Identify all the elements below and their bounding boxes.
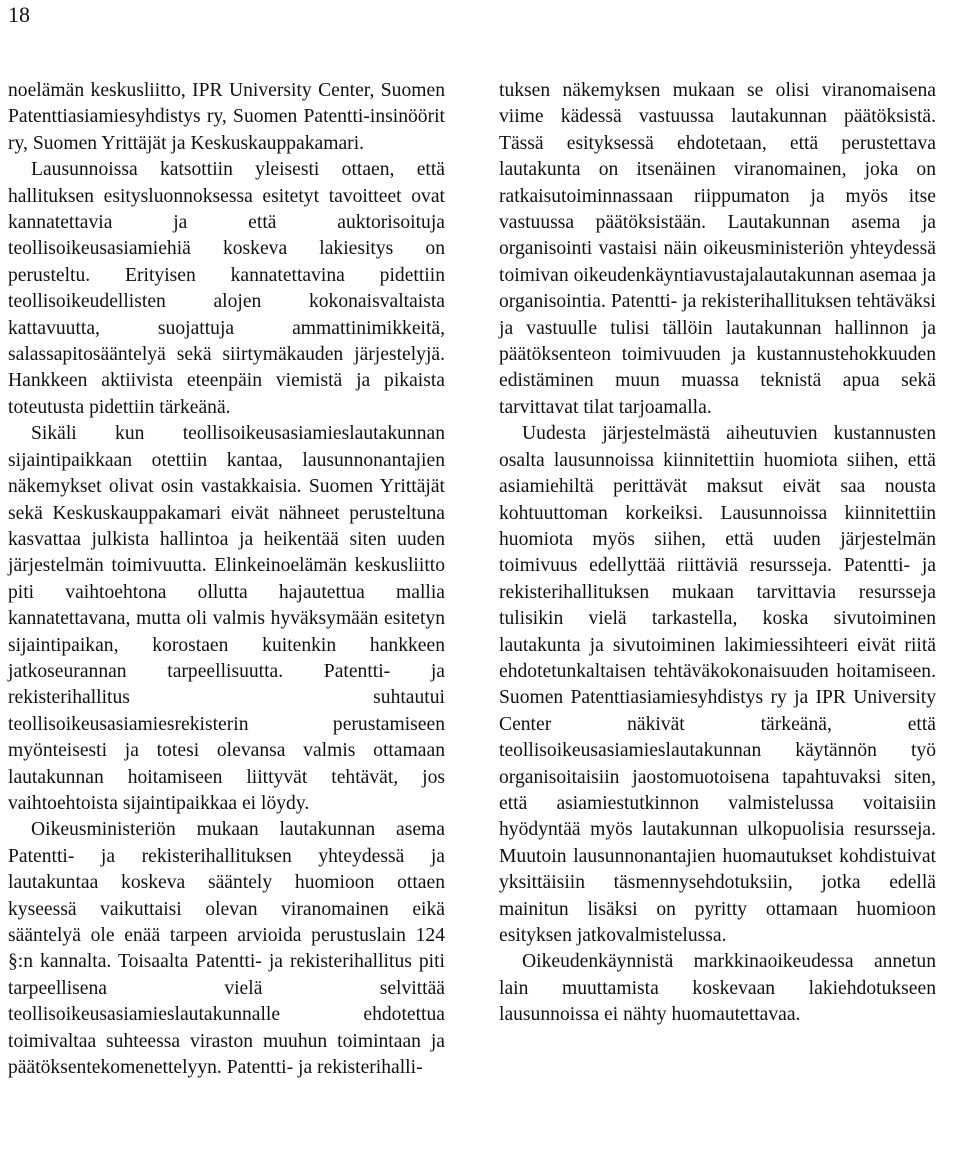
page-number: 18	[8, 2, 30, 27]
left-paragraph-1: noelämän keskusliitto, IPR University Center, Suomen Patenttiasiamiesyhdistys ry, Suomen Patentti-insinöörit ry, Suomen Yrittäjät ja Keskuskauppakamari.	[8, 80, 445, 154]
left-paragraph-2: Lausunnoissa katsottiin yleisesti ottaen, että hallituksen esitysluonnoksessa esitetyt tavoitteet ovat kannatettavia ja että auktorisoituja teollisoikeusasiamiehiä koskeva lakiesitys on perusteltu. Erityisen kannatettavina pidettiin teollisoikeudellisten alojen kokonaisvaltaista kattavuutta, suojattuja ammattinimikkeitä, salassapitosääntelyä sekä siirtymäkauden järjestelyjä. Hankkeen aktiivista eteenpäin viemistä ja pikaista toteutusta pidettiin tärkeänä.	[8, 159, 445, 418]
left-paragraph-4: Oikeusministeriön mukaan lautakunnan asema Patentti- ja rekisterihallituksen yhteydessä ja lautakuntaa koskeva sääntely huomioon ottaen kyseessä vaikuttaisi olevan viranomainen eikä sääntelyä ole enää tarpeen arvioida perustuslain 124 §:n kannalta. Toisaalta Patentti- ja rekisterihallitus piti tarpeellisena vielä selvittää teollisoikeusasiamieslautakunnalle ehdotettua toimivaltaa suhteessa viraston muuhun toimintaan ja päätöksentekomenettelyyn. Patentti- ja rekisterihalli-	[8, 819, 445, 1079]
right-paragraph-3: Oikeudenkäynnistä markkinaoikeudessa annetun lain muuttamista koskevaan lakiehdotukseen lausunnoissa ei nähty huomautettavaa.	[499, 951, 936, 1026]
left-column	[8, 78, 445, 1081]
left-paragraph-3: Sikäli kun teollisoikeusasiamieslautakunnan sijaintipaikkaan otettiin kantaa, lausunnonantajien näkemykset olivat osin vastakkaisia. Suomen Yrittäjät sekä Keskuskauppakamari eivät nähneet perusteltuna kasvattaa julkista hallintoa ja heikentää siten uuden järjestelmän toimivuutta. Elinkeinoelämän keskusliitto piti vaihtoehtona ollutta hajautettua mallia kannatettavana, mutta oli valmis hyväksymään esitetyn sijaintipaikan, korostaen kuitenkin hankkeen jatkoseurannan tarpeellisuutta. Patentti- ja rekisterihallitus suhtautui teollisoikeusasiamiesrekisterin perustamiseen myönteisesti ja totesi olevansa valmis ottamaan lautakunnan hoitamiseen liittyvät tehtävät, jos vaihtoehtoista sijaintipaikkaa ei löydy.	[8, 423, 445, 814]
right-column	[499, 78, 936, 1029]
right-paragraph-2: Uudesta järjestelmästä aiheutuvien kustannusten osalta lausunnoissa kiinnitettiin huomiota siihen, että asiamiehiltä perittävät maksut eivät saa nousta kohtuuttoman korkeiksi. Lausunnoissa kiinnitettiin huomiota myös siihen, että uuden järjestelmän toimivuus edellyttää riittäviä resursseja. Patentti- ja rekisterihallituksen mukaan tarvittavia resursseja tulisikin vielä tarkastella, koska sivutoiminen lautakunta ja sivutoiminen lakimiessihteeri eivät riitä ehdotetunkaltaisen tehtäväkokonaisuuden hoitamiseen. Suomen Patenttiasiamiesyhdistys ry ja IPR University Center näkivät tärkeänä, että teollisoikeusasiamieslautakunnan käytännön työ organisoitaisiin jaostomuotoisena tapahtuvaksi siten, että asiamiestutkinnon valmistelussa voitaisiin hyödyntää myös lautakunnan ulkopuolisia resursseja. Muutoin lausunnonantajien huomautukset kohdistuivat yksittäisiin täsmennysehdotuksiin, jotka edellä mainitun lisäksi on pyritty ottamaan huomioon esityksen jatkovalmistelussa.	[499, 423, 936, 946]
right-paragraph-1: tuksen näkemyksen mukaan se olisi viranomaisena viime kädessä vastuussa lautakunnan päätöksistä. Tässä esityksessä ehdotetaan, että perustettava lautakunta on itsenäinen viranomainen, joka on ratkaisutoiminnassaan riippumaton ja myös itse vastuussa päätöksistään. Lautakunnan asema ja organisointi vastaisi näin oikeusministeriön yhteydessä toimivan oikeudenkäyntiavustajalautakunnan asemaa ja organisointia. Patentti- ja rekisterihallituksen tehtäväksi ja vastuulle tulisi tällöin lautakunnan hallinnon ja päätöksenteon toimivuuden ja kustannustehokkuuden edistäminen muun muassa teknistä apua sekä tarvittavat tilat tarjoamalla.	[499, 80, 936, 418]
